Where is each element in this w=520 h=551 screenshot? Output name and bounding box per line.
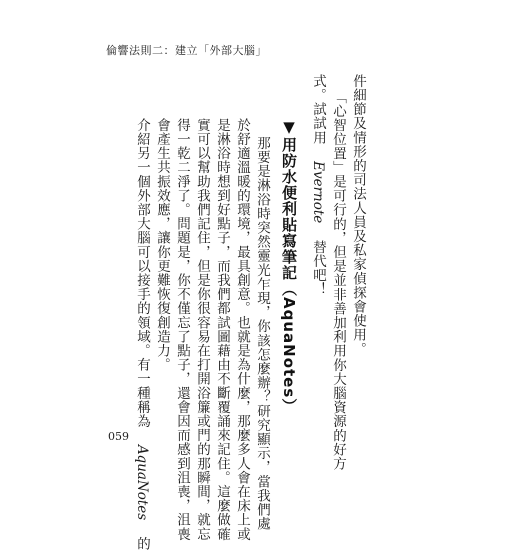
heading-text-pre: 用防水便利貼寫筆記（ [280,137,298,297]
heading-marker-icon: ▼ [280,118,298,137]
body-column-1: 件細節及情形的司法人員及私家偵探會使用。 [350,74,366,356]
body-column-3-latin: Evernote [310,161,326,224]
body-column-10-pre: 介紹另一個外部大腦可以接手的領域。有一種稱為 [134,118,150,445]
page-number: 059 [108,430,129,443]
heading-text-latin: AquaNotes [280,297,298,399]
body-column-3-pre: 式。試試用 [310,74,326,162]
body-column-10-post: 的 [134,520,150,551]
body-column-9: 會產生共振效應，讓你更難恢復創造力。 [154,118,170,372]
body-column-7: 實可以幫助我們記住，但是你很容易在打開浴簾或門的那瞬間，就忘 [194,118,210,541]
heading-text-post: ） [280,398,298,415]
body-column-3 [310,74,326,296]
body-column-10-latin: AquaNotes [134,444,150,521]
body-column-8: 得一乾二淨了。問題是，你不僅忘了點子，還會因而感到沮喪，沮喪 [174,118,190,541]
body-column-3-post: 替代吧！ [310,223,326,297]
body-column-4: 那要是淋浴時突然靈光乍現，你該怎麼辦？研究顯示，當我們處 [254,136,270,531]
body-column-2: 「心智位置」是可行的，但是並非善加利用你大腦資源的好方 [330,90,346,471]
section-heading [280,118,298,414]
body-column-10 [134,118,150,551]
body-column-6: 是淋浴時想到好點子，而我們都試圖藉由不斷覆誦來記住。這麼做確 [214,118,230,541]
body-column-5: 於舒適溫暖的環境，最具創意。也就是為什麼，那麼多人會在床上或 [234,118,250,541]
running-header: 倫響法則二：建立「外部大腦」 [106,44,267,57]
